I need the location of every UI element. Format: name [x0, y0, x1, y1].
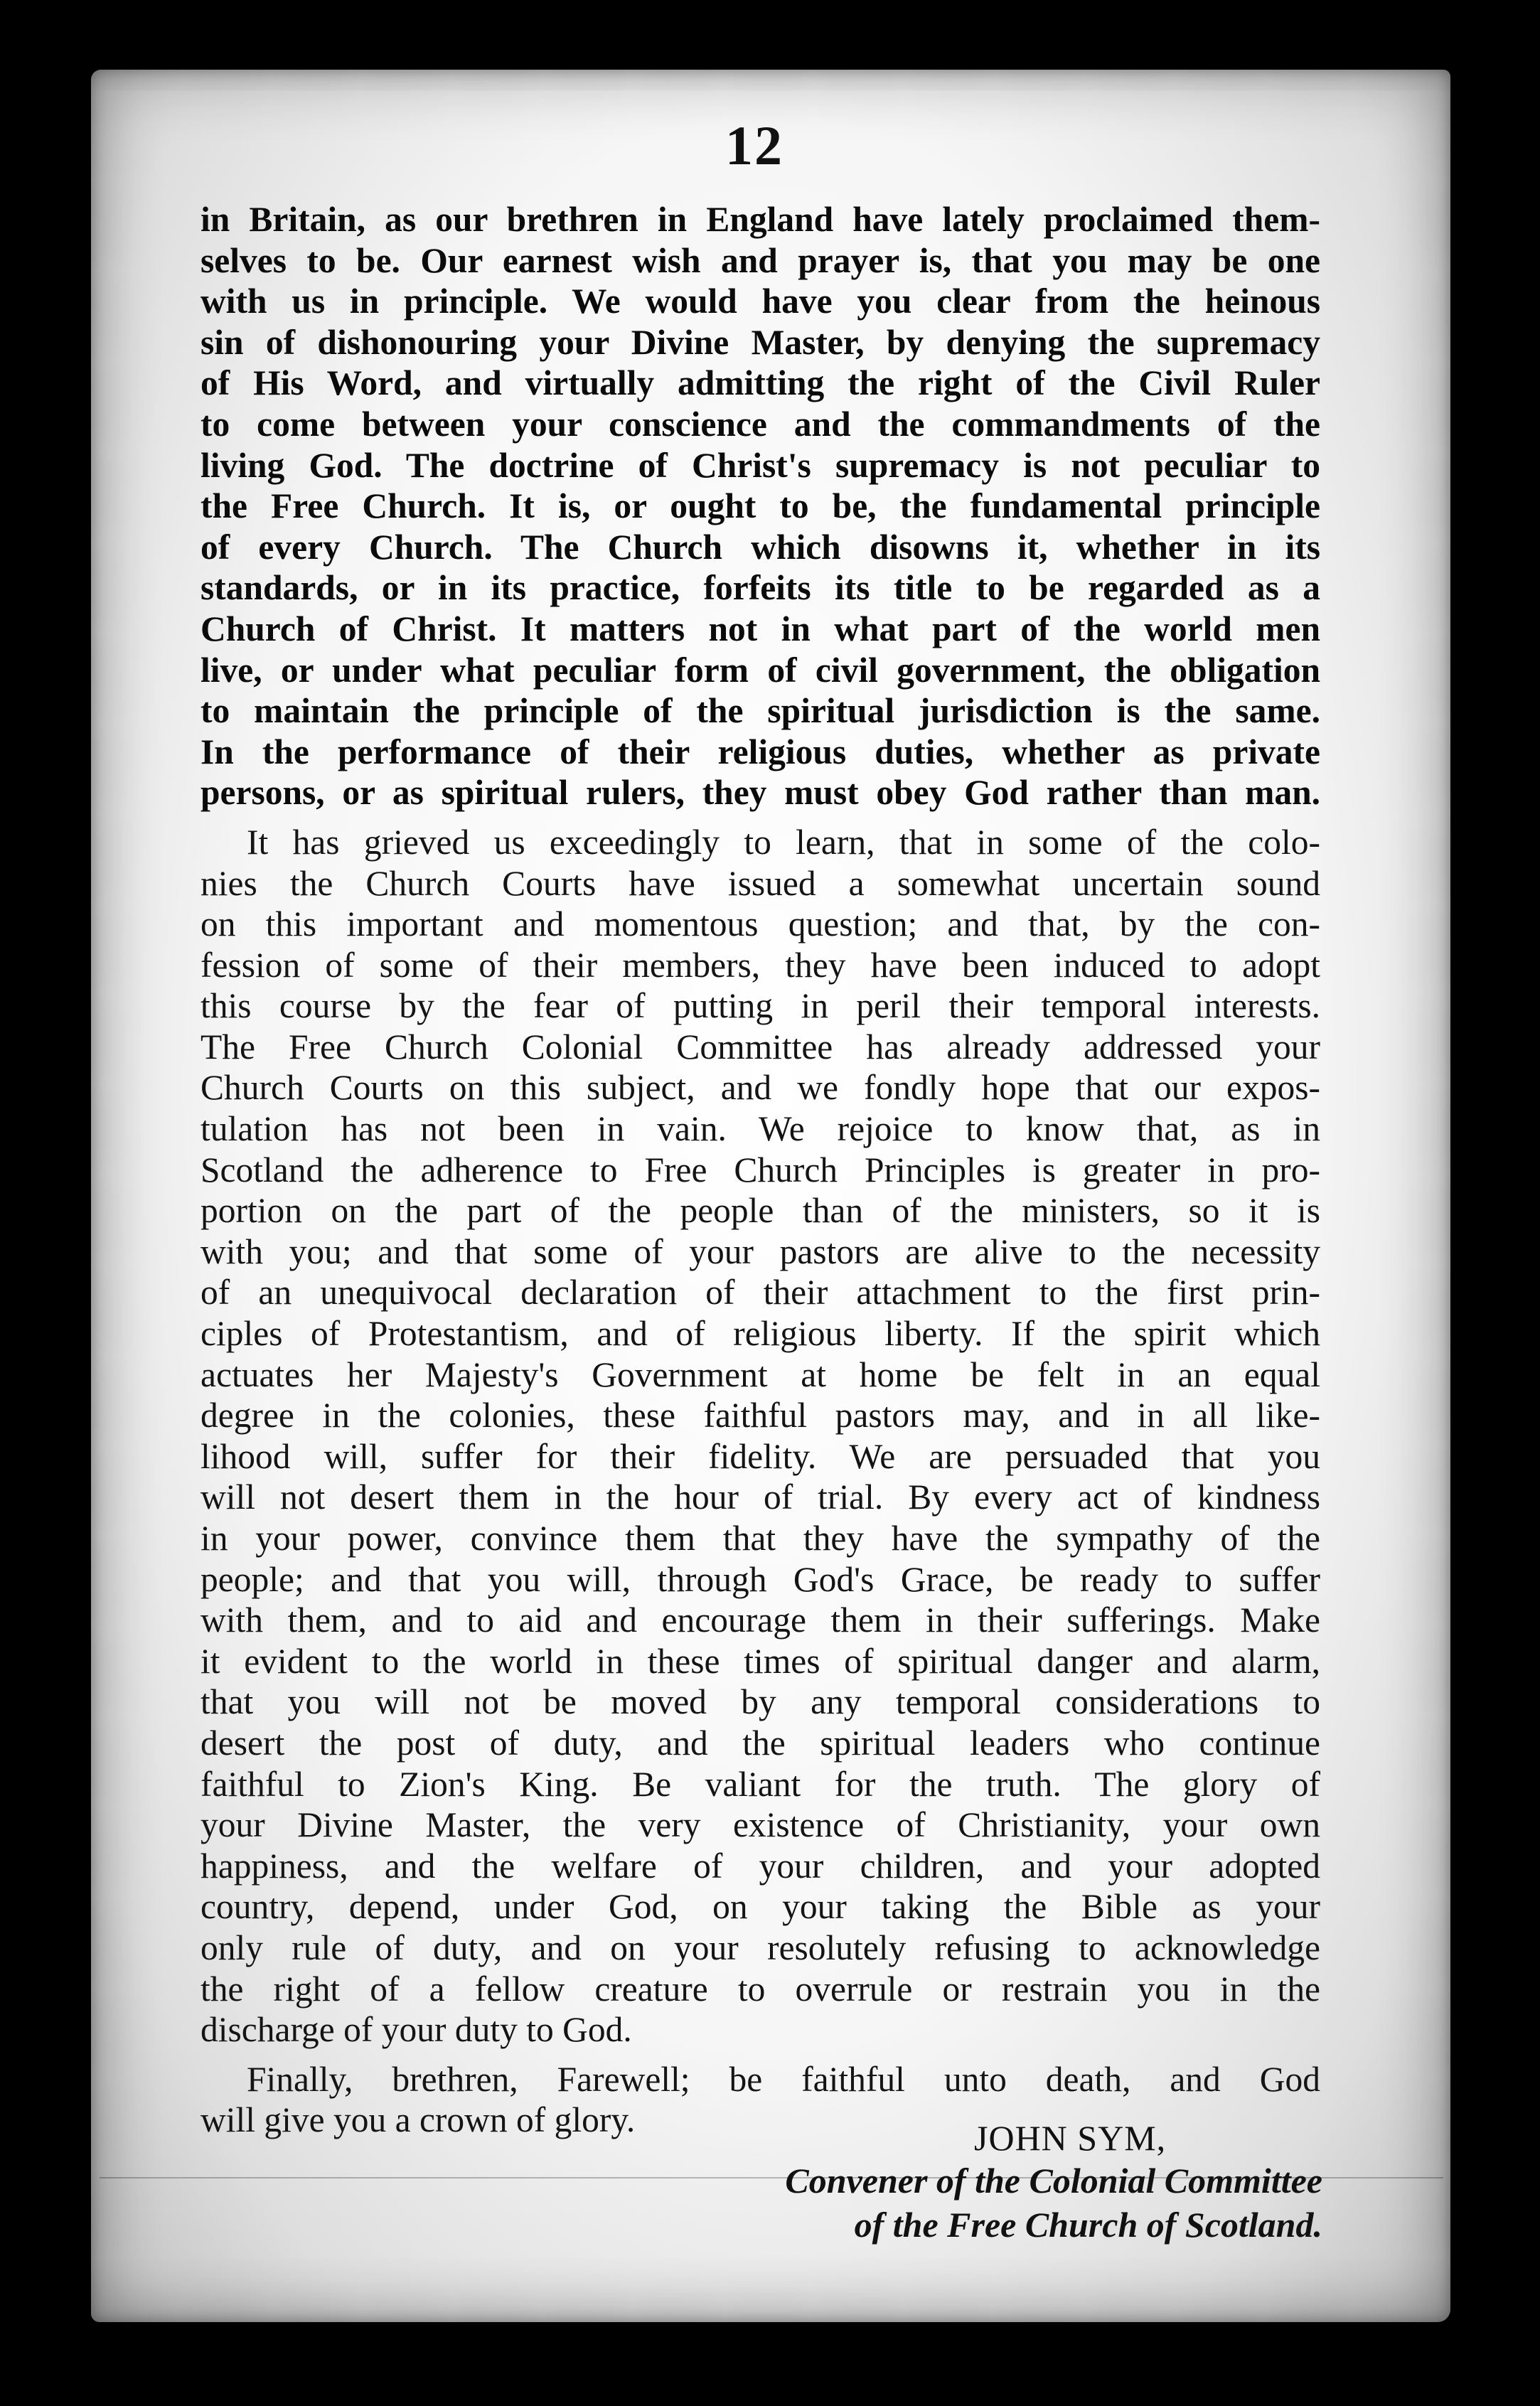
text-line: fession of some of their members, they have been induced to adopt — [200, 945, 1320, 985]
text-line: living God. The doctrine of Christ's supremacy is not peculiar to — [200, 445, 1320, 485]
paragraph-gap — [200, 2051, 1320, 2059]
text-line: Church Courts on this subject, and we fondly hope that our expos- — [200, 1068, 1320, 1108]
page-number: 12 — [725, 114, 784, 176]
text-line: will not desert them in the hour of trial. By every act of kindness — [200, 1477, 1320, 1517]
text-line: faithful to Zion's King. Be valiant for the truth. The glory of — [200, 1764, 1320, 1804]
text-line: tulation has not been in vain. We rejoice to know that, as in — [200, 1109, 1320, 1149]
text-line: with them, and to aid and encourage them in their sufferings. Make — [200, 1600, 1320, 1640]
text-line: standards, or in its practice, forfeits its title to be regarded as a — [200, 568, 1320, 608]
text-line: country, depend, under God, on your taking the Bible as your — [200, 1887, 1320, 1927]
paragraph-2 — [200, 822, 1320, 2051]
text-line: desert the post of duty, and the spiritual leaders who continue — [200, 1723, 1320, 1763]
signature-block — [711, 2117, 1322, 2247]
text-line: nies the Church Courts have issued a somewhat uncertain sound — [200, 863, 1320, 903]
letter-body — [200, 199, 1320, 2141]
text-line: ciples of Protestantism, and of religious liberty. If the spirit which — [200, 1314, 1320, 1354]
signatory-title-line-2: of the Free Church of Scotland. — [854, 2205, 1322, 2245]
text-line: it evident to the world in these times of spiritual danger and alarm, — [200, 1641, 1320, 1681]
text-line: Church of Christ. It matters not in what part of the world men — [200, 609, 1320, 648]
text-line: people; and that you will, through God's Grace, be ready to suffer — [200, 1559, 1320, 1599]
text-line: lihood will, suffer for their fidelity. We are persuaded that you — [200, 1436, 1320, 1476]
text-line: degree in the colonies, these faithful pastors may, and in all like- — [200, 1396, 1320, 1435]
text-line: discharge of your duty to God. — [200, 2010, 632, 2050]
text-line: with us in principle. We would have you clear from the heinous — [200, 282, 1320, 321]
text-line: happiness, and the welfare of your children, and your adopted — [200, 1846, 1320, 1886]
text-line: The Free Church Colonial Committee has already addressed your — [200, 1027, 1320, 1066]
text-line: this course by the fear of putting in peril their temporal interests. — [200, 986, 1320, 1026]
text-line: persons, or as spiritual rulers, they must obey God rather than man. — [200, 773, 1320, 813]
text-line: of an unequivocal declaration of their attachment to the first prin- — [200, 1273, 1320, 1312]
text-line: that you will not be moved by any temporal considerations to — [200, 1682, 1320, 1722]
text-line: live, or under what peculiar form of civil government, the obligation — [200, 650, 1320, 690]
text-line: in your power, convince them that they have the sympathy of the — [200, 1519, 1320, 1558]
text-line: only rule of duty, and on your resolutely refusing to acknowledge — [200, 1928, 1320, 1967]
text-line: of His Word, and virtually admitting the right of the Civil Ruler — [200, 363, 1320, 403]
paragraph-gap — [200, 813, 1320, 822]
text-line: the right of a fellow creature to overrule or restrain you in the — [200, 1969, 1320, 2009]
text-line: Finally, brethren, Farewell; be faithful unto death, and God — [247, 2059, 1320, 2099]
text-line: of every Church. The Church which disowns it, whether in its — [200, 527, 1320, 567]
text-line: your Divine Master, the very existence of Christianity, your own — [200, 1805, 1320, 1845]
text-line: actuates her Majesty's Government at home be felt in an equal — [200, 1354, 1320, 1394]
text-line: with you; and that some of your pastors are alive to the necessity — [200, 1231, 1320, 1271]
text-line: to maintain the principle of the spiritual jurisdiction is the same. — [200, 691, 1320, 731]
text-line: the Free Church. It is, or ought to be, the fundamental principle — [200, 486, 1320, 526]
paragraph-1 — [200, 199, 1320, 813]
text-line: In the performance of their religious duties, whether as private — [200, 732, 1320, 771]
text-line: It has grieved us exceedingly to learn, that in some of the colo- — [247, 822, 1320, 862]
text-line: will give you a crown of glory. — [200, 2100, 636, 2140]
text-line: Scotland the adherence to Free Church Principles is greater in pro- — [200, 1150, 1320, 1189]
text-line: in Britain, as our brethren in England have lately proclaimed them- — [200, 200, 1320, 239]
text-line: to come between your conscience and the commandments of the — [200, 404, 1320, 444]
text-line: on this important and momentous question; and that, by the con- — [200, 904, 1320, 944]
text-line: portion on the part of the people than of the ministers, so it is — [200, 1191, 1320, 1231]
signatory-name: JOHN SYM, — [974, 2118, 1167, 2158]
text-line: selves to be. Our earnest wish and prayer is, that you may be one — [200, 240, 1320, 280]
text-line: sin of dishonouring your Divine Master, by denying the supremacy — [200, 322, 1320, 362]
signatory-title-line-1: Convener of the Colonial Committee — [785, 2161, 1322, 2201]
